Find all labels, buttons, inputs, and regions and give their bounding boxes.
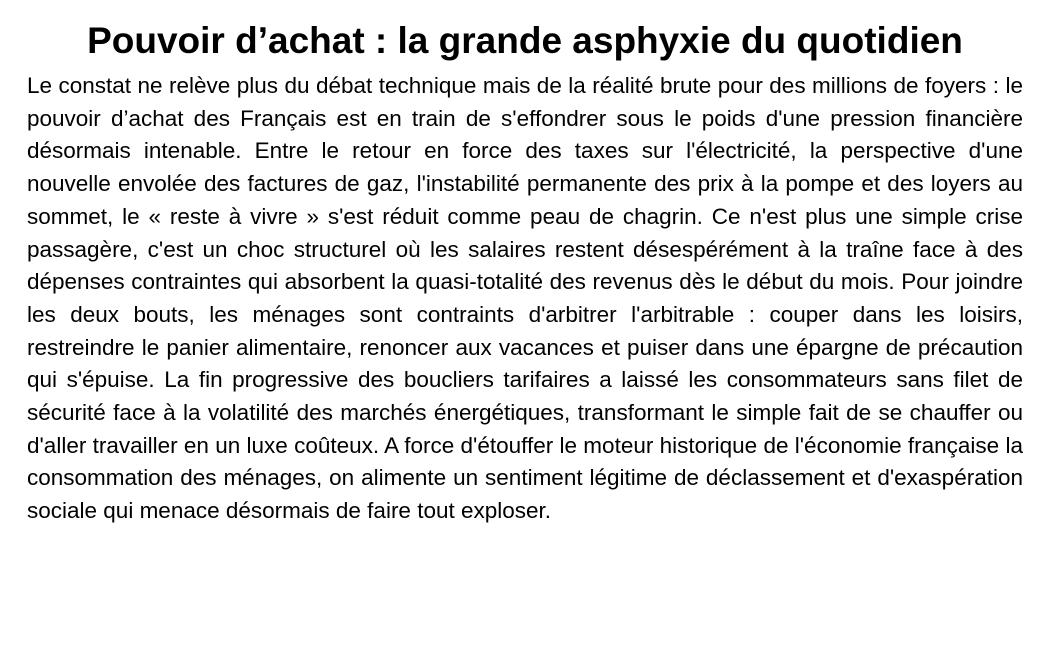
document-title: Pouvoir d’achat : la grande asphyxie du quotidien	[87, 20, 963, 61]
document-body-paragraph: Le constat ne relève plus du débat technique mais de la réalité brute pour des millions de foyers : le pouvoir d’achat des Français est en train de s'effondrer sous le poids d'une pression financière désormais intenable. Entre le retour en force des taxes sur l'électricité, la perspective d'une nouvelle envolée des factures de gaz, l'instabilité permanente des prix à la pompe et des loyers au sommet, le « reste à vivre » s'est réduit comme peau de chagrin. Ce n'est plus une simple crise passagère, c'est un choc structurel où les salaires restent désespérément à la traîne face à des dépenses contraintes qui absorbent la quasi-totalité des revenus dès le début du mois. Pour joindre les deux bouts, les ménages sont contraints d'arbitrer l'arbitrable : couper dans les loisirs, restreindre le panier alimentaire, renoncer aux vacances et puiser dans une épargne de précaution qui s'épuise. La fin progressive des boucliers tarifaires a laissé les consommateurs sans filet de sécurité face à la volatilité des marchés énergétiques, transformant le simple fait de se chauffer ou d'aller travailler en un luxe coûteux. A force d'étouffer le moteur historique de l'économie française la consommation des ménages, on alimente un sentiment légitime de déclassement et d'exaspération sociale qui menace désormais de faire tout exploser.	[27, 73, 1023, 524]
